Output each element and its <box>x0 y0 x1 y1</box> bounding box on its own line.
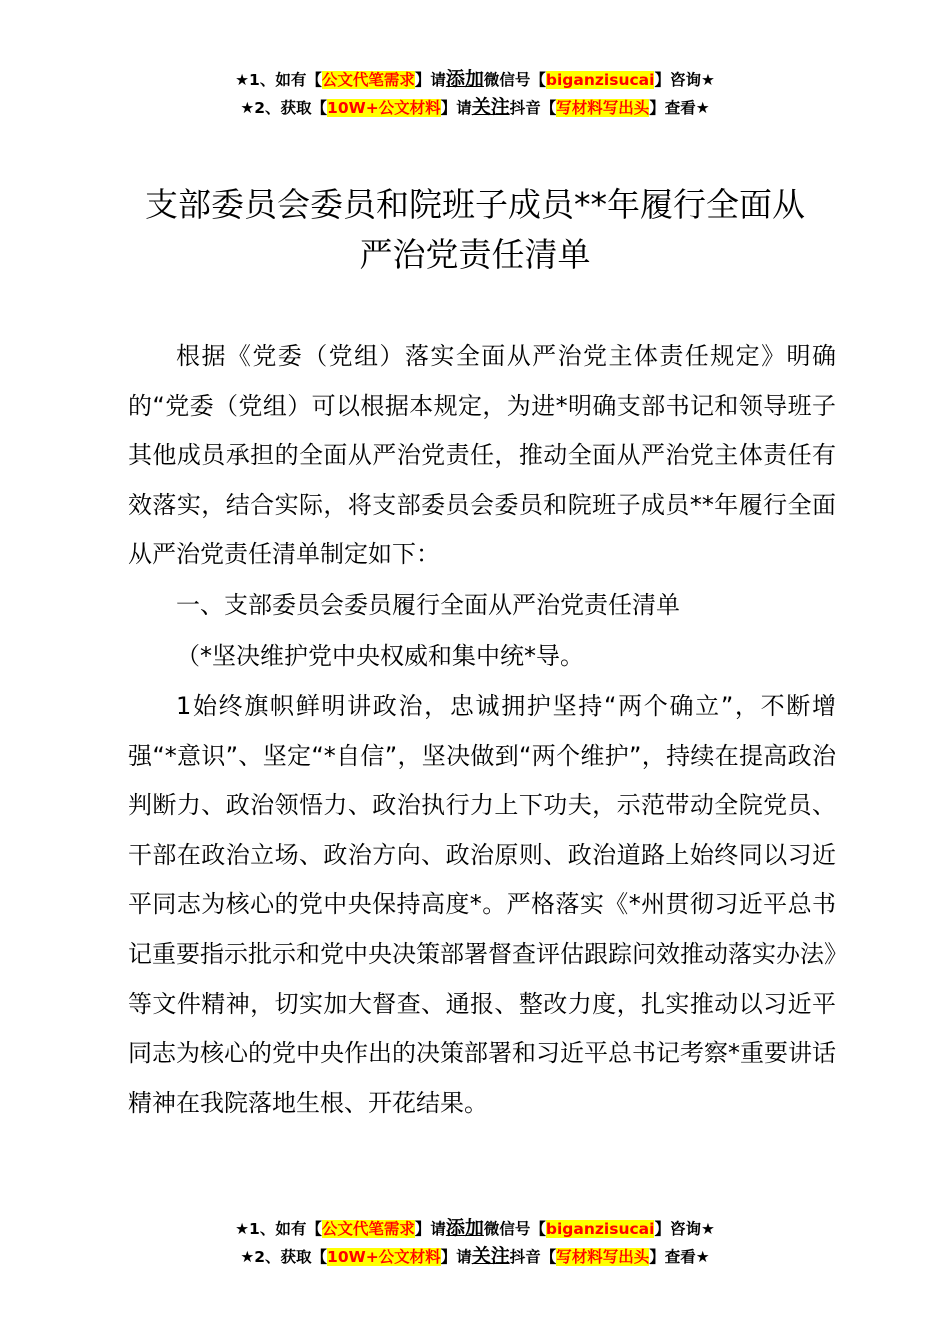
banner-highlight: 写材料写出头 <box>556 1248 650 1266</box>
banner-text: ★1、如有【 <box>235 71 322 89</box>
document-title <box>100 180 850 280</box>
banner-text: 】咨询★ <box>654 71 715 89</box>
banner-line-2 <box>0 1243 950 1271</box>
banner-text: 抖音【 <box>509 1248 557 1266</box>
banner-line-1 <box>0 1215 950 1243</box>
subsection-heading: （*坚决维护党中央权威和集中统*导。 <box>176 641 584 670</box>
banner-emphasis: 添加 <box>445 68 484 90</box>
banner-text: ★2、获取【 <box>240 1248 328 1266</box>
banner-text: 】查看★ <box>649 1248 710 1266</box>
banner-highlight: 写材料写出头 <box>556 99 650 117</box>
banner-text: 抖音【 <box>509 99 557 117</box>
banner-line-2 <box>0 94 950 122</box>
banner-text: 微信号【 <box>483 71 546 89</box>
banner-text: 】请 <box>414 1220 446 1238</box>
banner-highlight: biganzisucai <box>545 71 655 89</box>
banner-emphasis: 关注 <box>471 96 510 118</box>
banner-text: 】咨询★ <box>654 1220 715 1238</box>
banner-text: ★2、获取【 <box>240 99 328 117</box>
title-line-1: 支部委员会委员和院班子成员**年履行全面从 <box>145 185 805 224</box>
banner-text: 】请 <box>440 99 472 117</box>
banner-highlight: 10W+公文材料 <box>327 1248 441 1266</box>
banner-text: 微信号【 <box>483 1220 546 1238</box>
banner-text: ★1、如有【 <box>235 1220 322 1238</box>
banner-text: 】查看★ <box>649 99 710 117</box>
banner-emphasis: 关注 <box>471 1245 510 1267</box>
banner-highlight: 10W+公文材料 <box>327 99 441 117</box>
item-paragraph: 1始终旗帜鲜明讲政治，忠诚拥护坚持“两个确立”，不断增强“*意识”、坚定“*自信”，坚决做到“两个维护”，持续在提高政治判断力、政治领悟力、政治执行力上下功夫，示范带动全院党员、干部在政治立场、政治方向、政治原则、政治道路上始终同以习近平同志为核心的党中央保持高度*。严格落实《*州贯彻习近平总书记重要指示批示和党中央决策部署督查评估跟踪问效推动落实办法》等文件精神，切实加大督查、通报、整改力度，扎实推动以习近平同志为核心的党中央作出的决策部署和习近平总书记考察*重要讲话精神在我院落地生根、开花结果。 <box>128 691 836 1117</box>
title-line-2: 严治党责任清单 <box>359 235 591 274</box>
intro-paragraph: 根据《党委（党组）落实全面从严治党主体责任规定》明确的“党委（党组）可以根据本规定，为进*明确支部书记和领导班子其他成员承担的全面从严治党责任，推动全面从严治党主体责任有效落实，结合实际，将支部委员会委员和院班子成员**年履行全面从严治党责任清单制定如下： <box>128 342 836 569</box>
footer-ad-banner <box>0 1215 950 1271</box>
banner-highlight: 公文代笔需求 <box>321 71 415 89</box>
banner-text: 】请 <box>414 71 446 89</box>
section-heading: 一、支部委员会委员履行全面从严治党责任清单 <box>176 590 680 619</box>
banner-highlight: biganzisucai <box>545 1220 655 1238</box>
banner-text: 】请 <box>440 1248 472 1266</box>
document-body <box>128 332 836 1128</box>
banner-line-1 <box>0 66 950 94</box>
banner-emphasis: 添加 <box>445 1217 484 1239</box>
header-ad-banner <box>0 66 950 122</box>
banner-highlight: 公文代笔需求 <box>321 1220 415 1238</box>
